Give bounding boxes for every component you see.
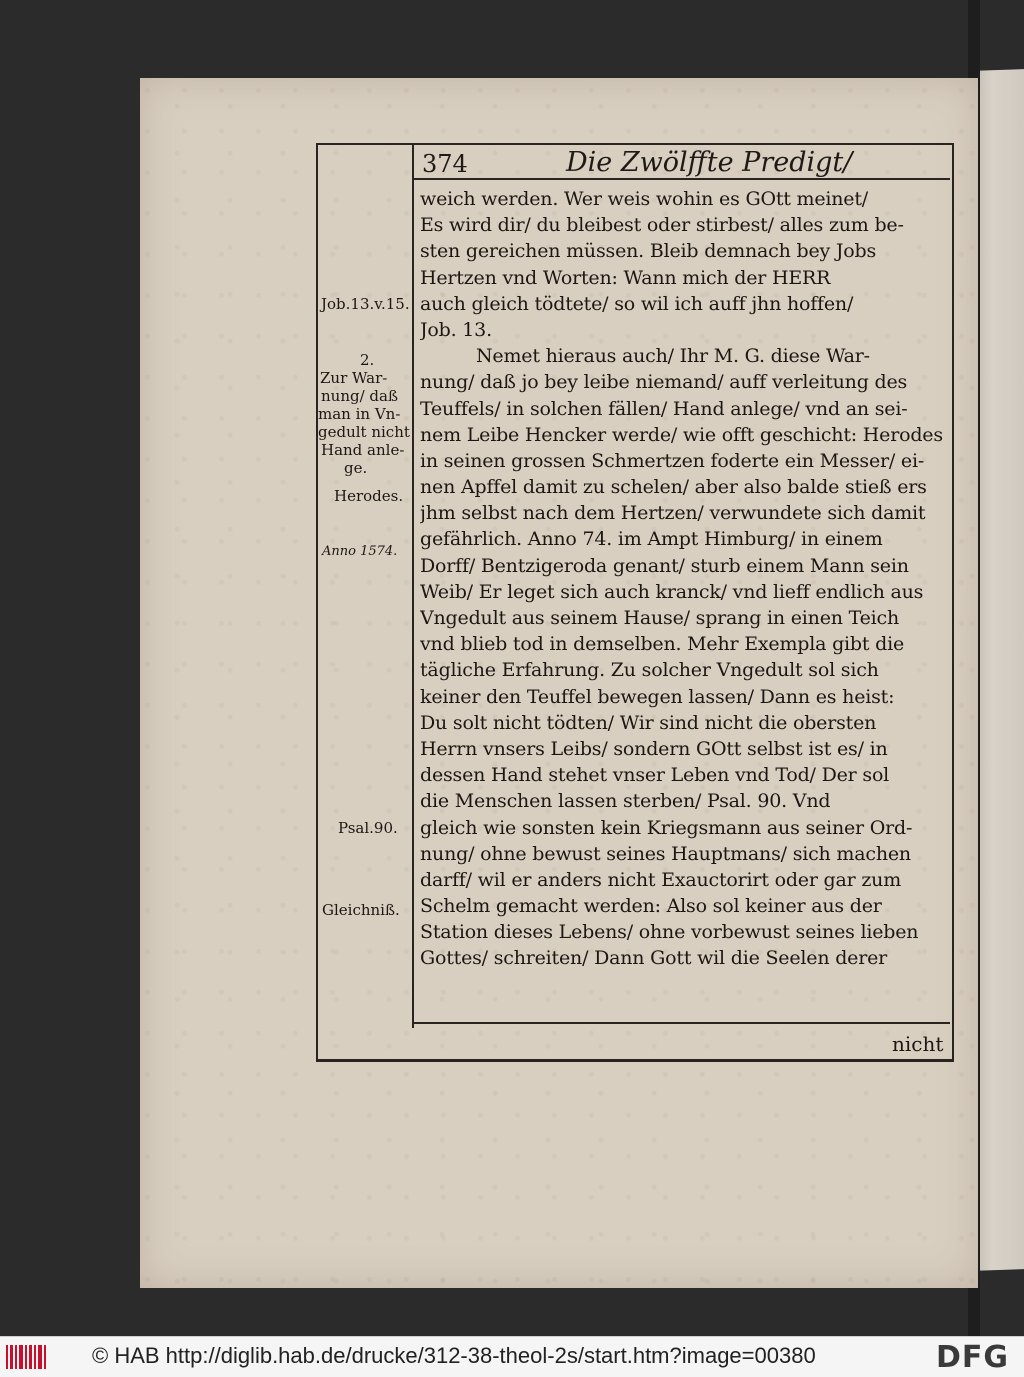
text-line: Es wird dir/ du bleibest oder stirbest/ alles zum be- — [420, 214, 904, 237]
source-link[interactable]: © HAB http://diglib.hab.de/drucke/312-38-theol-2s/start.htm?image=00380 — [92, 1343, 816, 1368]
margin-note-warnung-line: Zur War- — [320, 369, 388, 387]
margin-note-psal: Psal.90. — [338, 819, 398, 837]
page-number: 374 — [422, 150, 468, 178]
margin-rule — [412, 143, 414, 1028]
margin-note-warnung-line: nung/ daß — [321, 387, 398, 405]
margin-note-warnung-line: Hand anle- — [321, 441, 405, 459]
text-line: Job. 13. — [420, 318, 492, 341]
text-line: Station dieses Lebens/ ohne vorbewust seines lieben — [420, 921, 919, 944]
margin-note-job: Job.13.v.15. — [321, 295, 410, 313]
margin-note-gleichnis: Gleichniß. — [322, 901, 400, 919]
body-text — [420, 186, 948, 972]
text-line: dessen Hand stehet vnser Leben vnd Tod/ Der sol — [420, 764, 890, 787]
text-line: Weib/ Er leget sich auch kranck/ vnd lieff endlich aus — [420, 580, 924, 603]
text-line: Nemet hieraus auch/ Ihr M. G. diese War- — [476, 345, 870, 368]
text-line: nem Leibe Hencker werde/ wie offt geschicht: Herodes — [420, 423, 943, 446]
margin-note-herodes: Herodes. — [334, 487, 404, 505]
text-line: Schelm gemacht werden: Also sol keiner aus der — [420, 895, 882, 918]
text-line: Teuffels/ in solchen fällen/ Hand anlege/ vnd an sei- — [420, 397, 908, 420]
catchword: nicht — [892, 1032, 944, 1056]
margin-note-warnung-line: man in Vn- — [318, 405, 401, 423]
margin-note-anno: Anno 1574. — [322, 544, 398, 559]
text-line: nung/ ohne bewust seines Hauptmans/ sich machen — [420, 842, 911, 865]
text-line: weich werden. Wer weis wohin es GOtt meinet/ — [420, 188, 868, 210]
text-line: sten gereichen müssen. Bleib demnach bey Jobs — [420, 240, 877, 263]
text-line: gleich wie sonsten kein Kriegsmann aus seiner Ord- — [420, 816, 913, 839]
running-head: Die Zwölffte Predigt/ — [566, 147, 853, 178]
text-line: nung/ daß jo bey leibe niemand/ auff verleitung des — [420, 371, 908, 394]
footer-rule — [414, 1022, 950, 1024]
text-line: keiner den Teuffel bewegen lassen/ Dann es heist: — [420, 685, 895, 708]
text-line: in seinen grossen Schmertzen foderte ein Messer/ ei- — [420, 449, 925, 472]
text-line: nen Apffel damit zu schelen/ aber also balde stieß ers — [420, 476, 927, 499]
text-line: Vngedult aus seinem Hause/ sprang in einen Teich — [420, 607, 900, 629]
barcode-icon — [6, 1345, 48, 1369]
text-line: gefährlich. Anno 74. im Ampt Himburg/ in einem — [420, 528, 883, 551]
viewer-footer — [0, 1336, 1024, 1377]
text-line: Hertzen vnd Worten: Wann mich der HERR — [420, 266, 831, 289]
text-line: Gottes/ schreiten/ Dann Gott wil die Seelen derer — [420, 947, 888, 970]
margin-note-number: 2. — [360, 351, 375, 369]
text-line: vnd blieb tod in demselben. Mehr Exempla gibt die — [420, 633, 905, 656]
dfg-logo: DFG — [936, 1340, 1010, 1375]
text-line: jhm selbst nach dem Hertzen/ verwundete sich damit — [420, 502, 926, 525]
header-rule — [414, 178, 950, 180]
margin-note-warnung-line: gedult nicht — [318, 423, 410, 441]
text-line: die Menschen lassen sterben/ Psal. 90. Vnd — [420, 790, 831, 813]
text-line: Du solt nicht tödten/ Wir sind nicht die obersten — [420, 711, 877, 734]
text-line: auch gleich tödtete/ so wil ich auff jhn hoffen/ — [420, 292, 854, 315]
text-line: Dorff/ Bentzigeroda genant/ sturb einem Mann sein — [420, 554, 909, 577]
margin-note-warnung-line: ge. — [344, 459, 368, 477]
text-line: darff/ wil er anders nicht Exauctorirt oder gar zum — [420, 868, 902, 891]
text-line: Herrn vnsers Leibs/ sondern GOtt selbst ist es/ in — [420, 737, 888, 760]
text-line: tägliche Erfahrung. Zu solcher Vngedult sol sich — [420, 659, 879, 682]
